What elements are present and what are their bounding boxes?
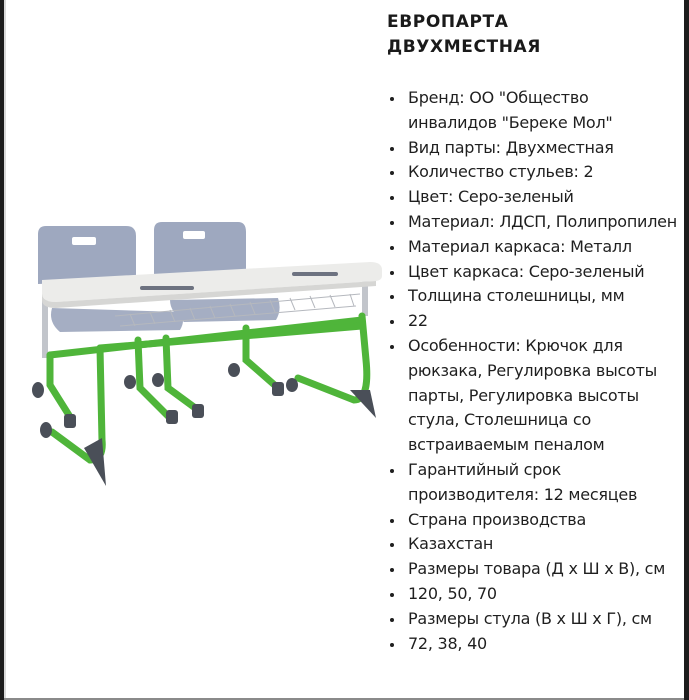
spec-item-chairs-count: Количество стульев: 2 [387, 160, 682, 185]
spec-item-chair-dimensions-label: Размеры стула (В х Ш х Г), см [387, 607, 682, 632]
window-frame-right [684, 0, 689, 700]
spec-item-chair-dimensions-value: 72, 38, 40 [387, 632, 682, 657]
spec-item-frame-color: Цвет каркаса: Серо-зеленый [387, 260, 682, 285]
spec-item-dimensions-value: 120, 50, 70 [387, 582, 682, 607]
spec-item-color: Цвет: Серо-зеленый [387, 185, 682, 210]
spec-item-brand: Бренд: ОО "Общество инвалидов "Береке Мол" [387, 86, 682, 136]
desk-frame [50, 316, 367, 460]
spec-item-tabletop-thickness-value: 22 [387, 309, 682, 334]
window-frame-left-edge [4, 0, 6, 700]
pen-tray-right [292, 272, 338, 276]
spec-item-country-label: Страна производства [387, 508, 682, 533]
chair-back-left [38, 226, 136, 284]
pen-tray-left [140, 286, 194, 290]
spec-item-frame-material: Материал каркаса: Металл [387, 235, 682, 260]
spec-item-material: Материал: ЛДСП, Полипропилен [387, 210, 682, 235]
spec-list [387, 86, 682, 656]
spec-item-tabletop-thickness-label: Толщина столешницы, мм [387, 284, 682, 309]
desk-feet [32, 363, 376, 486]
product-title-line2: ДВУХМЕСТНАЯ [387, 37, 541, 57]
chair-back-right [154, 222, 246, 276]
product-details [387, 10, 682, 656]
spec-item-desk-type: Вид парты: Двухместная [387, 136, 682, 161]
spec-item-country-value: Казахстан [387, 532, 682, 557]
product-title-line1: ЕВРОПАРТА [387, 12, 509, 32]
spec-item-dimensions-label: Размеры товара (Д х Ш х В), см [387, 557, 682, 582]
spec-item-warranty: Гарантийный срок производителя: 12 месяцев [387, 458, 682, 508]
product-image [20, 210, 390, 500]
product-title [387, 10, 682, 60]
spec-item-features: Особенности: Крючок для рюкзака, Регулировка высоты парты, Регулировка высоты стула, Столешница со встраиваемым пеналом [387, 334, 682, 458]
